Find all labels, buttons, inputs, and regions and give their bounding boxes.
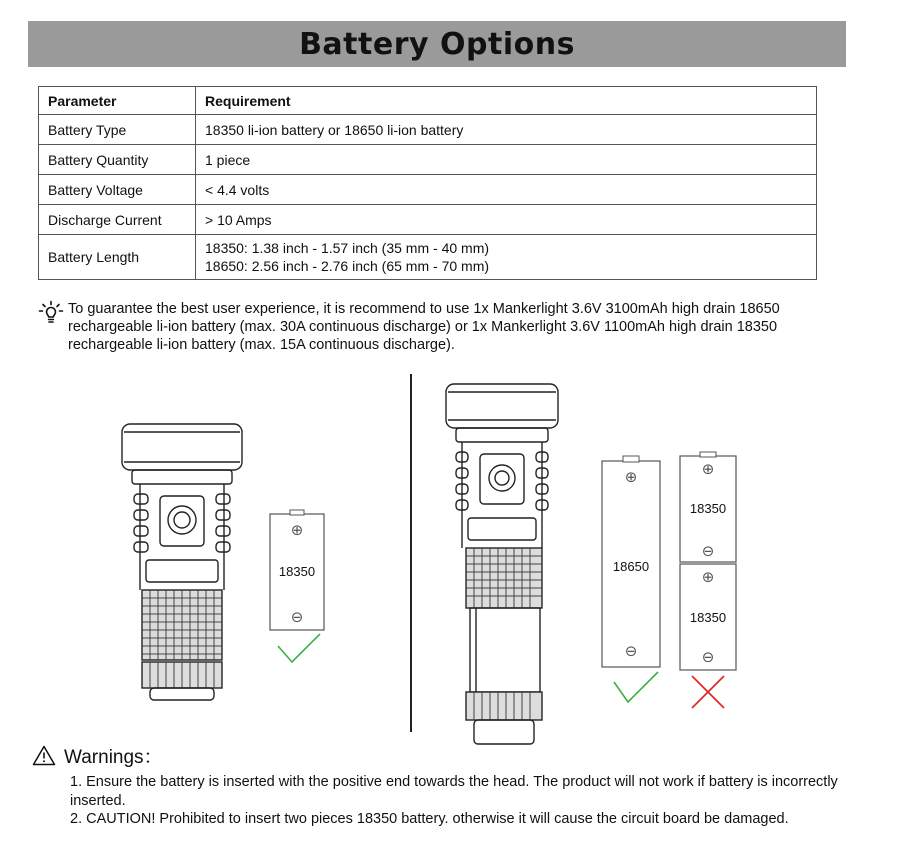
warning-item: 2. CAUTION! Prohibited to insert two pieces 18350 battery. otherwise it will cause the circuit board be damaged. <box>70 811 789 827</box>
table-row <box>39 175 817 205</box>
parameter-cell: Battery Quantity <box>39 145 196 175</box>
negative-terminal-icon: ⊖ <box>290 609 304 626</box>
battery-18650 <box>600 454 664 710</box>
positive-terminal-icon: ⊕ <box>701 461 715 478</box>
column-header-parameter: Parameter <box>39 87 196 115</box>
requirement-cell: > 10 Amps <box>196 205 817 235</box>
flashlight-long-illustration <box>440 382 570 748</box>
requirement-line: 18350: 1.38 inch - 1.57 inch (35 mm - 40 mm) <box>205 240 490 256</box>
table-row <box>39 145 817 175</box>
table-header-row <box>39 87 817 115</box>
requirement-cell: < 4.4 volts <box>196 175 817 205</box>
battery-spec-table <box>38 86 817 280</box>
tip-text: To guarantee the best user experience, it is recommend to use 1x Mankerlight 3.6V 3100mAh high drain 18650 rechargeable li-ion battery (max. 30A continuous discharge) or 1x Mankerlight 3.6V 1100mAh high drain 18350 rechargeable li-ion battery (max. 15A continuous discharge). <box>68 301 780 353</box>
cross-icon <box>692 676 724 708</box>
warning-item: 1. Ensure the battery is inserted with the positive end towards the head. The product will not work if battery is incorrectly inserted. <box>70 774 838 809</box>
requirement-line: 18650: 2.56 inch - 2.76 inch (65 mm - 70 mm) <box>205 258 490 274</box>
parameter-cell: Discharge Current <box>39 205 196 235</box>
table-row <box>39 205 817 235</box>
negative-terminal-icon: ⊖ <box>701 649 715 666</box>
flashlight-short-illustration <box>110 420 260 710</box>
positive-terminal-icon: ⊕ <box>290 522 304 539</box>
requirement-cell <box>196 235 817 280</box>
positive-terminal-icon: ⊕ <box>624 469 638 486</box>
warnings-title: Warnings： <box>64 747 163 768</box>
battery-18350-stack <box>678 450 742 712</box>
parameter-cell: Battery Voltage <box>39 175 196 205</box>
battery-label: 18650 <box>612 559 650 574</box>
table-row <box>39 115 817 145</box>
warnings-list <box>70 773 872 829</box>
lightbulb-icon <box>38 300 64 326</box>
parameter-cell: Battery Length <box>39 235 196 280</box>
negative-terminal-icon: ⊖ <box>701 543 715 560</box>
vertical-divider <box>410 374 412 732</box>
page-title: Battery Options <box>299 26 575 62</box>
battery-label: 18350 <box>689 610 727 625</box>
check-icon <box>278 634 320 662</box>
requirement-cell: 18350 li-ion battery or 18650 li-ion battery <box>196 115 817 145</box>
battery-label: 18350 <box>689 501 727 516</box>
battery-18350-single <box>268 508 328 674</box>
table-row <box>39 235 817 280</box>
column-header-requirement: Requirement <box>196 87 817 115</box>
check-icon <box>614 672 658 702</box>
warnings-section <box>32 742 872 829</box>
parameter-cell: Battery Type <box>39 115 196 145</box>
battery-label: 18350 <box>278 564 316 579</box>
recommendation-tip <box>38 300 838 354</box>
positive-terminal-icon: ⊕ <box>701 569 715 586</box>
title-banner <box>28 21 846 67</box>
negative-terminal-icon: ⊖ <box>624 643 638 660</box>
warnings-heading <box>32 742 872 769</box>
requirement-cell: 1 piece <box>196 145 817 175</box>
warning-icon <box>32 745 56 766</box>
